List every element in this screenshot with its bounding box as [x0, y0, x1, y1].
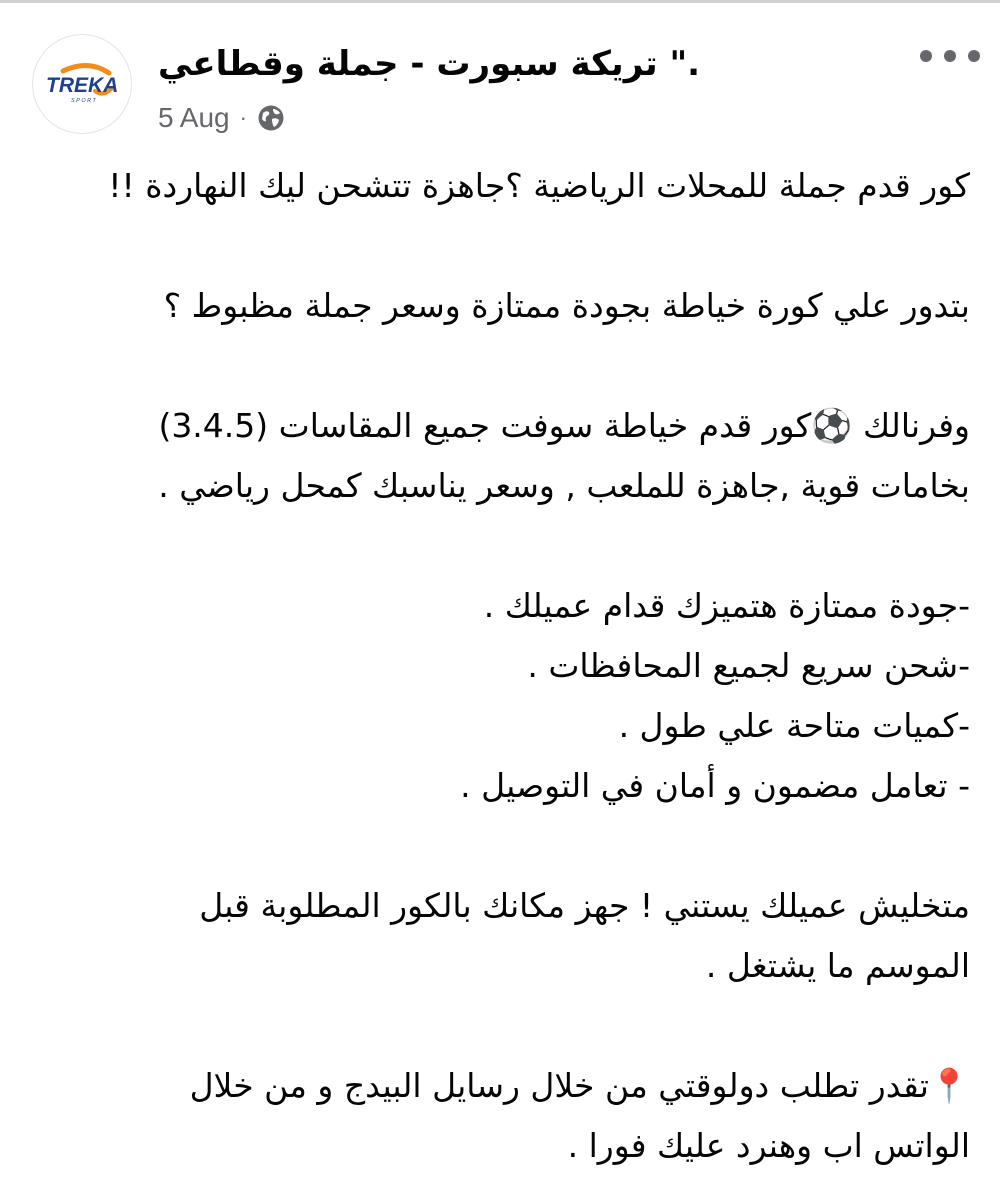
page-avatar[interactable] [32, 34, 132, 134]
logo-text: TREKA [46, 74, 119, 97]
post-line: الموسم ما يشتغل . [705, 946, 970, 985]
post-header [0, 0, 1000, 150]
meta-separator: · [239, 105, 247, 130]
post-line: وفرنالك ⚽كور قدم خياطة سوفت جميع المقاسات (3.4.5) [158, 406, 970, 445]
post-line: متخليش عميلك يستني ! جهز مكانك بالكور المطلوبة قبل [199, 886, 970, 925]
post-line: - تعامل مضمون و أمان في التوصيل . [460, 766, 970, 805]
page-name[interactable]: ." تريكة سبورت - جملة وقطاعي [158, 44, 701, 84]
line-gap [40, 996, 970, 1056]
line-gap [40, 216, 970, 276]
logo-subtext: SPORT [71, 98, 98, 104]
line-gap [40, 516, 970, 576]
post-text [40, 156, 970, 1176]
post-line: بتدور علي كورة خياطة بجودة ممتازة وسعر جملة مظبوط ؟ [163, 286, 970, 325]
post-line: -كميات متاحة علي طول . [618, 706, 970, 745]
line-gap [40, 336, 970, 396]
post-date[interactable]: 5 Aug [158, 102, 230, 133]
post-line: -جودة ممتازة هتميزك قدام عميلك . [483, 586, 970, 625]
post-line: الواتس اب وهنرد عليك فورا . [567, 1126, 970, 1165]
more-options-icon[interactable] [920, 38, 980, 74]
post-meta [158, 98, 285, 138]
post-line: كور قدم جملة للمحلات الرياضية ؟جاهزة تتشحن ليك النهاردة !! [108, 166, 970, 205]
line-gap [40, 816, 970, 876]
globe-icon[interactable] [257, 104, 285, 132]
treka-logo [33, 35, 132, 134]
post-line: بخامات قوية ,جاهزة للملعب , وسعر يناسبك كمحل رياضي . [158, 466, 970, 505]
post-line: -شحن سريع لجميع المحافظات . [527, 646, 970, 685]
post-line: 📍تقدر تطلب دولوقتي من خلال رسايل البيدج و من خلال [189, 1066, 970, 1105]
